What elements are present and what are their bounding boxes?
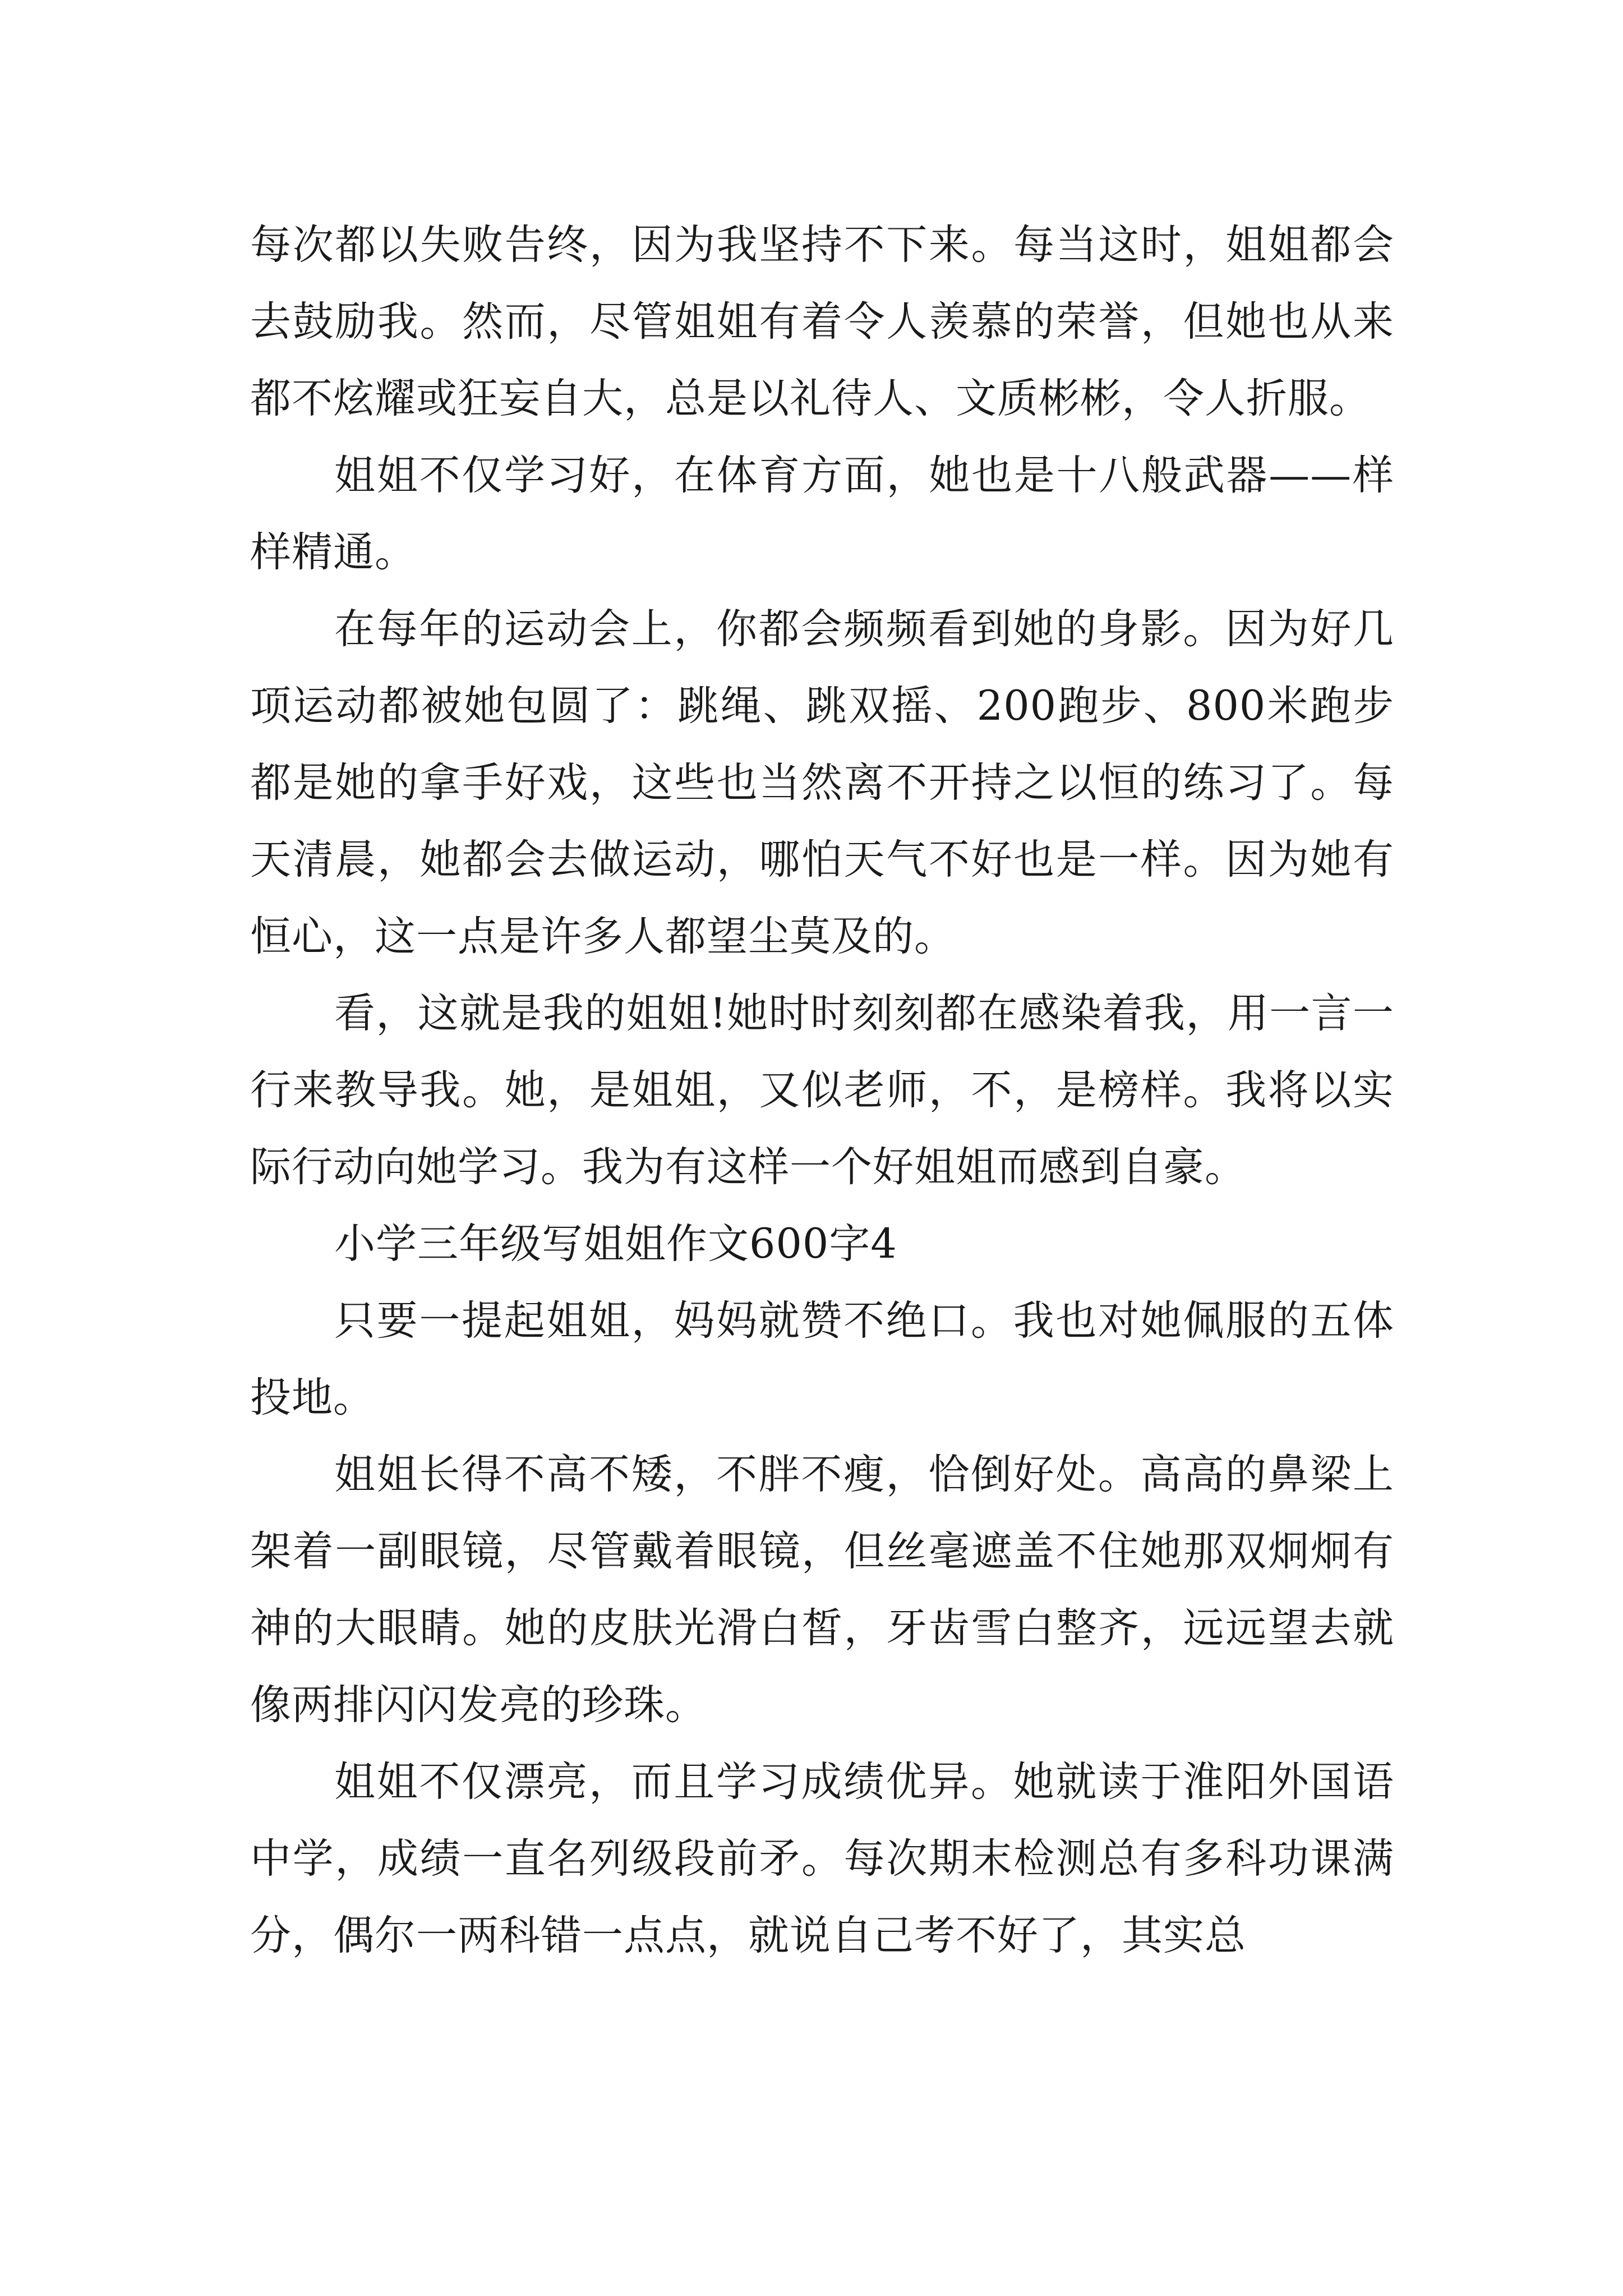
paragraph: 姐姐长得不高不矮，不胖不瘦，恰倒好处。高高的鼻梁上架着一副眼镜，尽管戴着眼镜，但丝毫遮盖不住她那双炯炯有神的大眼睛。她的皮肤光滑白皙，牙齿雪白整齐，远远望去就像两排闪闪发亮的珍珠。 (250, 1451, 1394, 1729)
paragraph: 姐姐不仅学习好，在体育方面，她也是十八般武器——样样精通。 (250, 452, 1394, 576)
paragraph: 只要一提起姐姐，妈妈就赞不绝口。我也对她佩服的五体投地。 (250, 1297, 1394, 1421)
section-heading: 小学三年级写姐姐作文600字4 (334, 1220, 897, 1268)
paragraph: 在每年的运动会上，你都会频频看到她的身影。因为好几项运动都被她包圆了：跳绳、跳双摇、200跑步、800米跑步都是她的拿手好戏，这些也当然离不开持之以恒的练习了。每天清晨，她都会去做运动，哪怕天气不好也是一样。因为她有恒心，这一点是许多人都望尘莫及的。 (250, 605, 1394, 960)
document-body (250, 206, 1394, 1974)
paragraph: 姐姐不仅漂亮，而且学习成绩优异。她就读于淮阳外国语中学，成绩一直名列级段前矛。每次期末检测总有多科功课满分，偶尔一两科错一点点，就说自己考不好了，其实总 (250, 1758, 1394, 1959)
paragraph-continuation: 每次都以失败告终，因为我坚持不下来。每当这时，姐姐都会去鼓励我。然而，尽管姐姐有着令人羡慕的荣誉，但她也从来都不炫耀或狂妄自大，总是以礼待人、文质彬彬，令人折服。 (250, 221, 1394, 422)
paragraph: 看，这就是我的姐姐!她时时刻刻都在感染着我，用一言一行来教导我。她，是姐姐，又似老师，不，是榜样。我将以实际行动向她学习。我为有这样一个好姐姐而感到自豪。 (250, 990, 1394, 1191)
